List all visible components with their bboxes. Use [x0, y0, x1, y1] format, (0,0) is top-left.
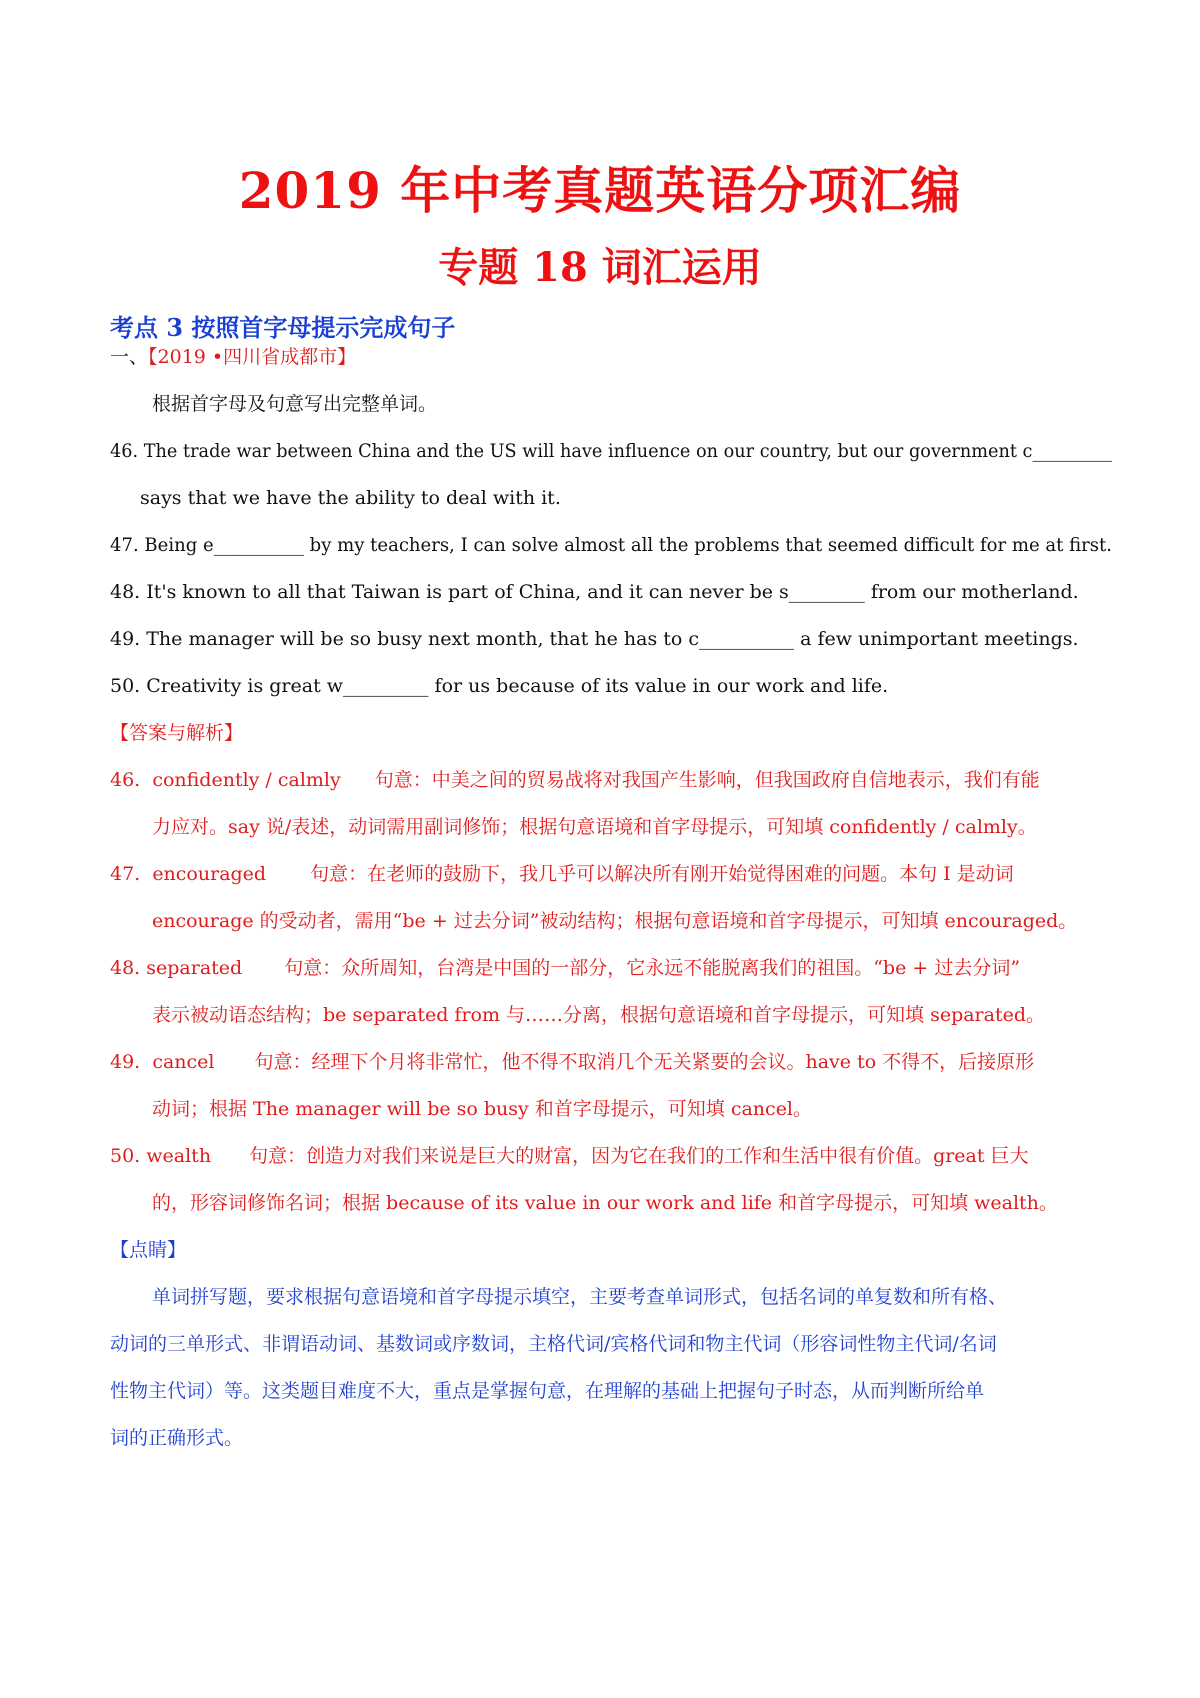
- answer-explanation: 句意：中美之间的贸易战将对我国产生影响，但我国政府自信地表示，我们有能: [374, 769, 1040, 791]
- answer-word: separated: [146, 957, 243, 979]
- question-47: 47. Being e__________ by my teachers, I can solve almost all the problems that seemed difficult for me at first.: [110, 534, 1113, 556]
- answer-number: 49.: [110, 1051, 141, 1073]
- answer-explanation: 句意：创造力对我们来说是巨大的财富，因为它在我们的工作和生活中很有价值。great 巨大: [249, 1145, 1029, 1167]
- answer-number: 48.: [110, 957, 141, 979]
- answer-word: encouraged: [152, 863, 267, 885]
- tip-line: 性物主代词）等。这类题目难度不大，重点是掌握句意，在理解的基础上把握句子时态，从而判断所给单: [110, 1380, 985, 1402]
- answer-word: wealth: [146, 1145, 212, 1167]
- tip-heading: 【点睛】: [110, 1239, 187, 1261]
- answer-explanation: 句意：经理下个月将非常忙，他不得不取消几个无关紧要的会议。have to 不得不，后接原形: [254, 1051, 1035, 1073]
- answer-49: [110, 1047, 1034, 1077]
- answer-46-continued: 力应对。say 说/表述，动词需用副词修饰；根据句意语境和首字母提示，可知填 confidently / calmly。: [152, 816, 1037, 838]
- question-46-continued: says that we have the ability to deal with it.: [140, 487, 561, 509]
- page-subtitle: 专题 18 词汇运用: [438, 244, 762, 291]
- tip-line: 词的正确形式。: [110, 1427, 244, 1449]
- answer-50: [110, 1141, 1029, 1171]
- answer-50-continued: 的，形容词修饰名词；根据 because of its value in our work and life 和首字母提示，可知填 wealth。: [152, 1192, 1058, 1214]
- answer-48-continued: 表示被动语态结构；be separated from 与……分离，根据句意语境和首字母提示，可知填 separated。: [152, 1004, 1046, 1026]
- question-50: 50. Creativity is great w_________ for us because of its value in our work and life.: [110, 675, 889, 697]
- answer-46: [110, 765, 1040, 795]
- instruction-text: 根据首字母及句意写出完整单词。: [152, 393, 438, 415]
- tip-line: 单词拼写题，要求根据句意语境和首字母提示填空，主要考查单词形式，包括名词的单复数和所有格、: [152, 1286, 1008, 1308]
- answer-heading: 【答案与解析】: [110, 722, 244, 744]
- source-prefix: 一、: [110, 346, 149, 368]
- source-line: [110, 342, 356, 372]
- source-tag: 【2019 •四川省成都市】: [148, 346, 357, 368]
- section-heading: 考点 3 按照首字母提示完成句子: [110, 313, 456, 342]
- answer-47-continued: encourage 的受动者，需用“be + 过去分词”被动结构；根据句意语境和首字母提示，可知填 encouraged。: [152, 910, 1078, 932]
- tip-line: 动词的三单形式、非谓语动词、基数词或序数词，主格代词/宾格代词和物主代词（形容词性物主代词/名词: [110, 1333, 997, 1355]
- answer-explanation: 句意：在老师的鼓励下，我几乎可以解决所有刚开始觉得困难的问题。本句 I 是动词: [310, 863, 1014, 885]
- question-46: 46. The trade war between China and the US will have influence on our country, but our government c_________: [110, 440, 1113, 462]
- question-49: 49. The manager will be so busy next month, that he has to c__________ a few unimportant meetings.: [110, 628, 1079, 650]
- page-title: 2019 年中考真题英语分项汇编: [238, 161, 962, 220]
- answer-word: cancel: [152, 1051, 215, 1073]
- answer-number: 46.: [110, 769, 141, 791]
- answer-47: [110, 859, 1014, 889]
- question-48: 48. It's known to all that Taiwan is part of China, and it can never be s________ from our motherland.: [110, 581, 1079, 603]
- answer-explanation: 句意：众所周知，台湾是中国的一部分，它永远不能脱离我们的祖国。“be + 过去分词”: [284, 957, 1021, 979]
- answer-number: 50.: [110, 1145, 141, 1167]
- answer-48: [110, 953, 1020, 983]
- answer-49-continued: 动词；根据 The manager will be so busy 和首字母提示，可知填 cancel。: [152, 1098, 813, 1120]
- answer-number: 47.: [110, 863, 141, 885]
- answer-word: confidently / calmly: [152, 769, 341, 791]
